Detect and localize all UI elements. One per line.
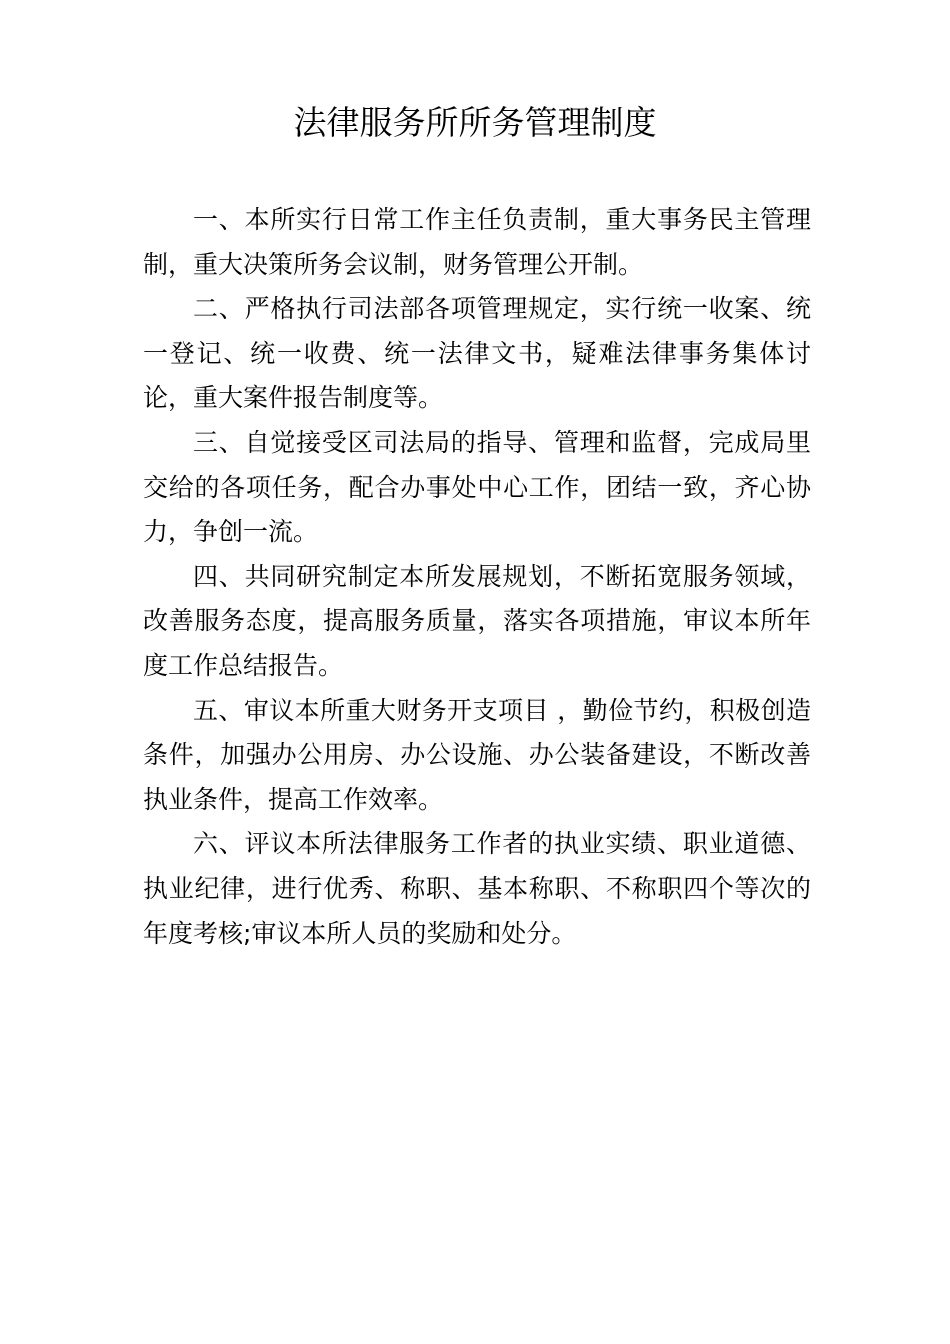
paragraph-4: 四、共同研究制定本所发展规划，不断拓宽服务领域，改善服务态度，提高服务质量，落实各项措施，审议本所年度工作总结报告。: [143, 561, 811, 680]
paragraph-6: 六、评议本所法律服务工作者的执业实绩、职业道德、执业纪律，进行优秀、称职、基本称职、不称职四个等次的年度考核;审议本所人员的奖励和处分。: [143, 829, 811, 948]
paragraph-5: 五、审议本所重大财务开支项目 ，勤俭节约，积极创造条件，加强办公用房、办公设施、办公装备建设，不断改善执业条件，提高工作效率。: [143, 695, 811, 814]
document-body: [143, 198, 811, 956]
paragraph-2: 二、严格执行司法部各项管理规定，实行统一收案、统一登记、统一收费、统一法律文书，疑难法律事务集体讨论，重大案件报告制度等。: [143, 294, 811, 413]
document-title: 法律服务所所务管理制度: [293, 103, 657, 142]
paragraph-1: 一、本所实行日常工作主任负责制，重大事务民主管理制，重大决策所务会议制，财务管理公开制。: [143, 205, 811, 279]
paragraph-3: 三、自觉接受区司法局的指导、管理和监督，完成局里交给的各项任务，配合办事处中心工作，团结一致，齐心协力，争创一流。: [143, 427, 811, 547]
